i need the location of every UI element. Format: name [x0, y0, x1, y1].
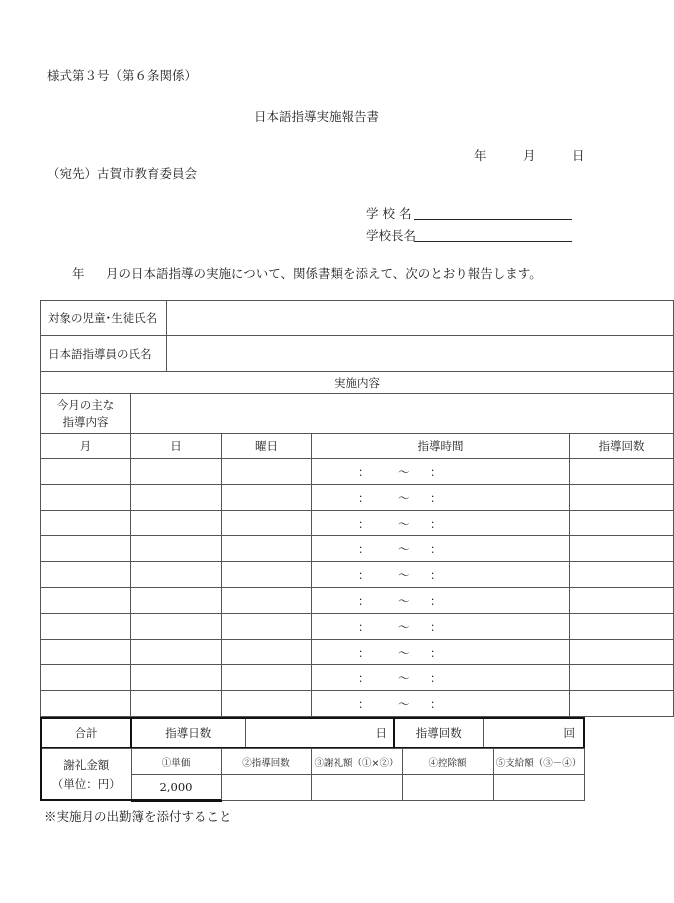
- month-cell[interactable]: [41, 536, 131, 562]
- table-row: [41, 510, 674, 536]
- col-header-month: 月: [41, 434, 131, 459]
- document-title: 日本語指導実施報告書: [254, 109, 380, 124]
- day-cell[interactable]: [131, 613, 222, 639]
- fee-count-field[interactable]: [221, 775, 311, 801]
- school-name-field[interactable]: [414, 205, 572, 224]
- time-tilde: 〜: [398, 516, 410, 531]
- month-cell[interactable]: [41, 459, 131, 485]
- addressee: （宛先）古賀市教育委員会: [47, 166, 198, 181]
- weekday-cell[interactable]: [222, 484, 312, 510]
- table-row: [41, 587, 674, 613]
- count-label: 指導回数: [394, 718, 483, 748]
- intro-text: 月の日本語指導の実施について、関係書類を添えて、次のとおり報告します。: [106, 266, 542, 281]
- time-start-colon: ：: [358, 465, 370, 479]
- time-cell[interactable]: [312, 536, 570, 562]
- total-label: 合計: [41, 718, 131, 748]
- days-unit: 日: [375, 726, 387, 740]
- time-cell[interactable]: [312, 639, 570, 665]
- day-cell[interactable]: [131, 459, 222, 485]
- col-header-time: 指導時間: [312, 434, 570, 459]
- count-cell[interactable]: [570, 639, 674, 665]
- day-cell[interactable]: [131, 562, 222, 588]
- col-header-count: 指導回数: [570, 434, 674, 459]
- intro-year: 年: [72, 266, 85, 281]
- count-cell[interactable]: [570, 587, 674, 613]
- day-cell[interactable]: [131, 665, 222, 691]
- time-start-colon: ：: [358, 516, 370, 531]
- time-start-colon: ：: [358, 645, 370, 660]
- time-end-colon: ：: [430, 568, 442, 583]
- totals-table: [40, 717, 585, 749]
- count-cell[interactable]: [570, 536, 674, 562]
- time-tilde: 〜: [398, 465, 410, 479]
- month-cell[interactable]: [41, 665, 131, 691]
- date-day-label: 日: [572, 148, 585, 163]
- unit-price-value: 2,000: [131, 775, 221, 801]
- time-end-colon: ：: [430, 645, 442, 660]
- count-unit: 回: [563, 726, 575, 740]
- count-cell[interactable]: [570, 484, 674, 510]
- table-row: [41, 613, 674, 639]
- col-header-day: 日: [131, 434, 222, 459]
- footer-note: ※実施月の出勤簿を添付すること: [44, 809, 232, 824]
- time-start-colon: ：: [358, 568, 370, 583]
- date-month-label: 月: [523, 148, 536, 163]
- principal-name-label: 学校長名: [366, 228, 417, 243]
- month-cell[interactable]: [41, 510, 131, 536]
- time-cell[interactable]: [312, 613, 570, 639]
- weekday-cell[interactable]: [222, 459, 312, 485]
- fee-label: [41, 749, 131, 801]
- instructor-name-field[interactable]: [167, 336, 674, 372]
- weekday-cell[interactable]: [222, 639, 312, 665]
- fee-bottom-border: [40, 799, 221, 801]
- month-cell[interactable]: [41, 562, 131, 588]
- weekday-cell[interactable]: [222, 691, 312, 717]
- time-end-colon: ：: [430, 593, 442, 608]
- day-cell[interactable]: [131, 510, 222, 536]
- time-tilde: 〜: [398, 568, 410, 583]
- count-cell[interactable]: [570, 613, 674, 639]
- time-tilde: 〜: [398, 619, 410, 634]
- month-cell[interactable]: [41, 613, 131, 639]
- time-cell[interactable]: [312, 510, 570, 536]
- date-year-label: 年: [474, 148, 487, 163]
- school-name-label: 学 校 名: [366, 206, 412, 221]
- time-cell[interactable]: [312, 691, 570, 717]
- count-cell[interactable]: [570, 562, 674, 588]
- main-content-label: [41, 394, 131, 434]
- time-cell[interactable]: [312, 484, 570, 510]
- days-label: 指導日数: [131, 718, 245, 748]
- time-end-colon: ：: [430, 619, 442, 634]
- time-end-colon: ：: [430, 516, 442, 531]
- count-cell[interactable]: [570, 665, 674, 691]
- table-row: [41, 691, 674, 717]
- month-cell[interactable]: [41, 484, 131, 510]
- time-end-colon: ：: [430, 465, 442, 479]
- main-content-field[interactable]: [131, 394, 674, 434]
- month-cell[interactable]: [41, 639, 131, 665]
- weekday-cell[interactable]: [222, 613, 312, 639]
- deduction-label: ④控除額: [402, 749, 493, 775]
- time-end-colon: ：: [430, 542, 442, 557]
- col-header-weekday: 曜日: [222, 434, 312, 459]
- entry-rows: [41, 459, 674, 717]
- time-end-colon: ：: [430, 697, 442, 712]
- table-row: [41, 639, 674, 665]
- instructor-name-label: 日本語指導員の氏名: [41, 336, 167, 372]
- weekday-cell[interactable]: [222, 536, 312, 562]
- fee-amount-field[interactable]: [311, 775, 402, 801]
- time-start-colon: ：: [358, 490, 370, 505]
- content-header: 実施内容: [41, 372, 674, 394]
- time-tilde: 〜: [398, 697, 410, 712]
- fee-label-line1: 謝礼金額: [63, 757, 110, 772]
- table-row: [41, 562, 674, 588]
- day-cell[interactable]: [131, 639, 222, 665]
- principal-name-field[interactable]: [414, 227, 572, 246]
- time-tilde: 〜: [398, 593, 410, 608]
- time-end-colon: ：: [430, 490, 442, 505]
- fee-amount-label: ③謝礼額（①×②）: [311, 749, 402, 775]
- payment-label: ⑤支給額（③－④）: [493, 749, 584, 775]
- student-name-label: 対象の児童･生徒氏名: [41, 301, 167, 336]
- time-cell[interactable]: [312, 562, 570, 588]
- main-content-label-line1: 今月の主な: [56, 397, 115, 412]
- month-cell[interactable]: [41, 587, 131, 613]
- day-cell[interactable]: [131, 536, 222, 562]
- count-cell[interactable]: [570, 459, 674, 485]
- unit-price-label: ①単価: [131, 749, 221, 775]
- day-cell[interactable]: [131, 587, 222, 613]
- fee-table: [40, 748, 585, 802]
- table-row: [41, 459, 674, 485]
- time-tilde: 〜: [398, 671, 410, 686]
- form-number: 様式第３号（第６条関係）: [47, 68, 198, 83]
- weekday-cell[interactable]: [222, 665, 312, 691]
- table-row: [41, 484, 674, 510]
- time-tilde: 〜: [398, 490, 410, 505]
- time-start-colon: ：: [358, 542, 370, 557]
- time-tilde: 〜: [398, 542, 410, 557]
- days-field[interactable]: [245, 718, 394, 748]
- time-cell[interactable]: [312, 587, 570, 613]
- time-start-colon: ：: [358, 671, 370, 686]
- payment-field[interactable]: [493, 775, 584, 801]
- table-row: [41, 536, 674, 562]
- weekday-cell[interactable]: [222, 562, 312, 588]
- time-cell[interactable]: [312, 665, 570, 691]
- student-name-field[interactable]: [167, 301, 674, 336]
- count-cell[interactable]: [570, 510, 674, 536]
- time-cell[interactable]: [312, 459, 570, 485]
- count-cell[interactable]: [570, 691, 674, 717]
- weekday-cell[interactable]: [222, 510, 312, 536]
- main-content-label-line2: 指導内容: [62, 414, 109, 429]
- time-start-colon: ：: [358, 697, 370, 712]
- weekday-cell[interactable]: [222, 587, 312, 613]
- day-cell[interactable]: [131, 691, 222, 717]
- fee-label-line2: （単位：円）: [51, 776, 121, 791]
- report-table: [40, 300, 674, 717]
- time-tilde: 〜: [398, 645, 410, 660]
- count-field[interactable]: [483, 718, 584, 748]
- fee-count-label: ②指導回数: [221, 749, 311, 775]
- time-end-colon: ：: [430, 671, 442, 686]
- deduction-field[interactable]: [402, 775, 493, 801]
- day-cell[interactable]: [131, 484, 222, 510]
- time-start-colon: ：: [358, 593, 370, 608]
- table-row: [41, 665, 674, 691]
- month-cell[interactable]: [41, 691, 131, 717]
- time-start-colon: ：: [358, 619, 370, 634]
